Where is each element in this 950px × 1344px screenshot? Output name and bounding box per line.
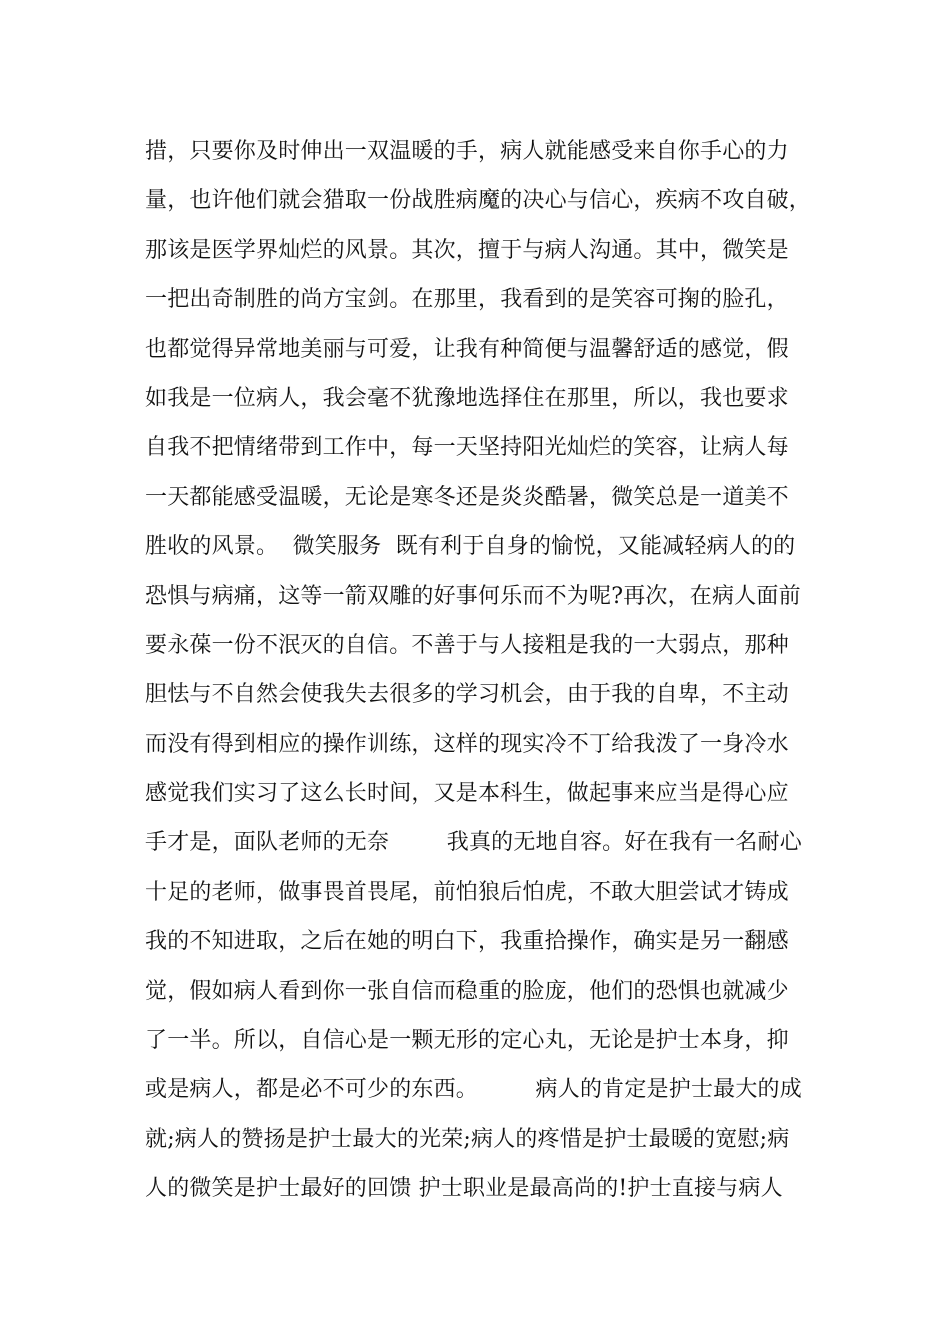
text-line: 那该是医学界灿烂的风景。其次，擅于与病人沟通。其中，微笑是 — [145, 237, 789, 263]
text-line: 就;病人的赞扬是护士最大的光荣;病人的疼惜是护士最暖的宽慰;病 — [145, 1126, 790, 1152]
text-line: 如我是一位病人，我会毫不犹豫地选择住在那里，所以，我也要求 — [145, 385, 789, 411]
body-text — [145, 127, 825, 1214]
text-line: 我的不知进取，之后在她的明白下，我重拾操作，确实是另一翻感 — [145, 929, 789, 955]
text-line: 胆怯与不自然会使我失去很多的学习机会，由于我的自卑，不主动 — [145, 682, 789, 708]
text-line: 觉，假如病人看到你一张自信而稳重的脸庞，他们的恐惧也就减少 — [145, 978, 789, 1004]
text-line: 一把出奇制胜的尚方宝剑。在那里，我看到的是笑容可掬的脸孔， — [145, 287, 789, 313]
text-line: 措，只要你及时伸出一双温暖的手，病人就能感受来自你手心的力 — [145, 139, 789, 164]
text-line: 感觉我们实习了这么长时间，又是本科生，做起事来应当是得心应 — [145, 781, 789, 807]
text-line: 了一半。所以，自信心是一颗无形的定心丸，无论是护士本身，抑 — [145, 1028, 789, 1054]
text-line: 而没有得到相应的操作训练，这样的现实冷不丁给我泼了一身冷水 — [145, 731, 789, 757]
text-line: 要永葆一份不泯灭的自信。不善于与人接粗是我的一大弱点，那种 — [145, 632, 789, 658]
text-line: 一天都能感受温暖，无论是寒冬还是炎炎酷暑，微笑总是一道美不 — [145, 484, 789, 510]
text-line: 胜收的风景。 微笑服务 既有利于自身的愉悦，又能减轻病人的的 — [145, 534, 796, 560]
text-line: 也都觉得异常地美丽与可爱，让我有种简便与温馨舒适的感觉，假 — [145, 336, 789, 362]
text-line: 手才是，面队老师的无奈 我真的无地自容。好在我有一名耐心 — [145, 830, 802, 856]
text-line: 或是病人，都是必不可少的东西。 病人的肯定是护士最大的成 — [145, 1077, 802, 1103]
text-line: 人的微笑是护士最好的回馈 护士职业是最高尚的!护士直接与病人 — [145, 1176, 783, 1202]
text-line: 量，也许他们就会猎取一份战胜病魔的决心与信心，疾病不攻自破， — [145, 188, 812, 214]
text-line: 自我不把情绪带到工作中，每一天坚持阳光灿烂的笑容，让病人每 — [145, 435, 789, 461]
text-line: 恐惧与病痛，这等一箭双雕的好事何乐而不为呢?再次，在病人面前 — [145, 583, 801, 609]
text-line: 十足的老师，做事畏首畏尾，前怕狼后怕虎，不敢大胆尝试才铸成 — [145, 879, 789, 905]
